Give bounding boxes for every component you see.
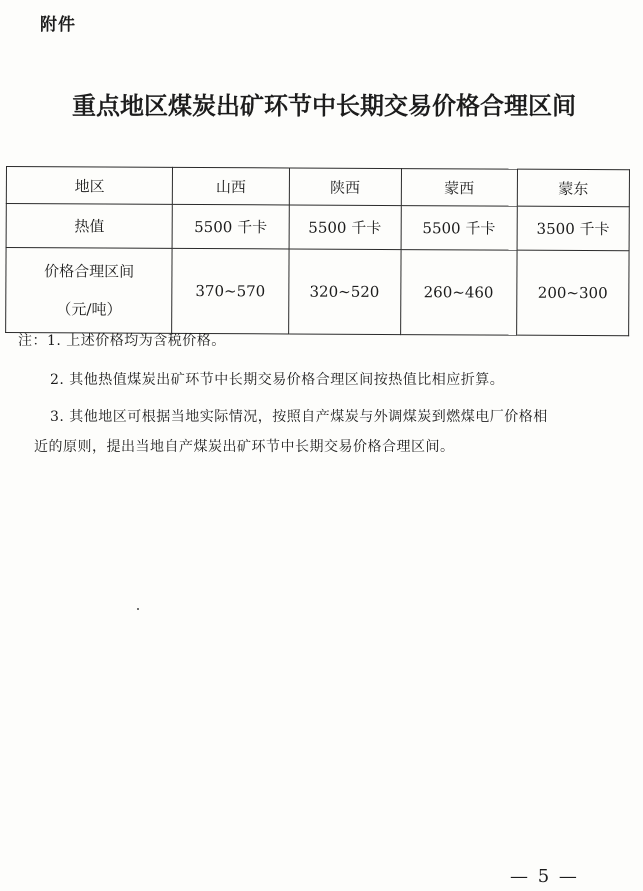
cell-heat-shaanxi: 5500 千卡 xyxy=(289,205,401,250)
row-label-region: 地区 xyxy=(6,167,173,205)
table-row-price-range xyxy=(6,248,629,336)
cell-region-mengxi: 蒙西 xyxy=(401,169,517,207)
row-label-price-range-line2: （元/吨） xyxy=(56,300,122,319)
note-2: 2. 其他热值煤炭出矿环节中长期交易价格合理区间按热值比相应折算。 xyxy=(50,372,505,388)
row-label-price-range-line1: 价格合理区间 xyxy=(44,262,135,281)
attachment-label: 附件 xyxy=(40,15,76,35)
cell-heat-mengxi: 5500 千卡 xyxy=(401,206,517,251)
note-3-line-2: 近的原则，提出当地自产煤炭出矿环节中长期交易价格合理区间。 xyxy=(34,439,455,455)
cell-region-mengdong: 蒙东 xyxy=(517,169,629,207)
cell-region-shanxi: 山西 xyxy=(173,167,289,205)
price-range-table xyxy=(5,166,630,336)
cell-price-mengxi: 260~460 xyxy=(400,250,517,336)
row-label-price-range xyxy=(6,248,173,334)
cell-heat-mengdong: 3500 千卡 xyxy=(517,206,629,251)
note-1: 注：1. 上述价格均为含税价格。 xyxy=(18,333,226,349)
note-3-line-1: 3. 其他地区可根据当地实际情况，按照自产煤炭与外调煤炭到燃煤电厂价格相 xyxy=(50,409,548,425)
document-title: 重点地区煤炭出矿环节中长期交易价格合理区间 xyxy=(72,92,576,120)
cell-heat-shanxi: 5500 千卡 xyxy=(172,204,288,249)
cell-price-mengdong: 200~300 xyxy=(516,250,629,336)
scan-speck xyxy=(137,608,139,610)
table-row-heat-value xyxy=(6,204,629,251)
table-row-region xyxy=(6,167,629,207)
cell-price-shaanxi: 320~520 xyxy=(288,249,401,335)
row-label-heat-value: 热值 xyxy=(6,204,173,249)
cell-price-shanxi: 370~570 xyxy=(172,248,289,334)
page-number: — 5 — xyxy=(510,866,579,887)
cell-region-shaanxi: 陕西 xyxy=(289,168,401,206)
